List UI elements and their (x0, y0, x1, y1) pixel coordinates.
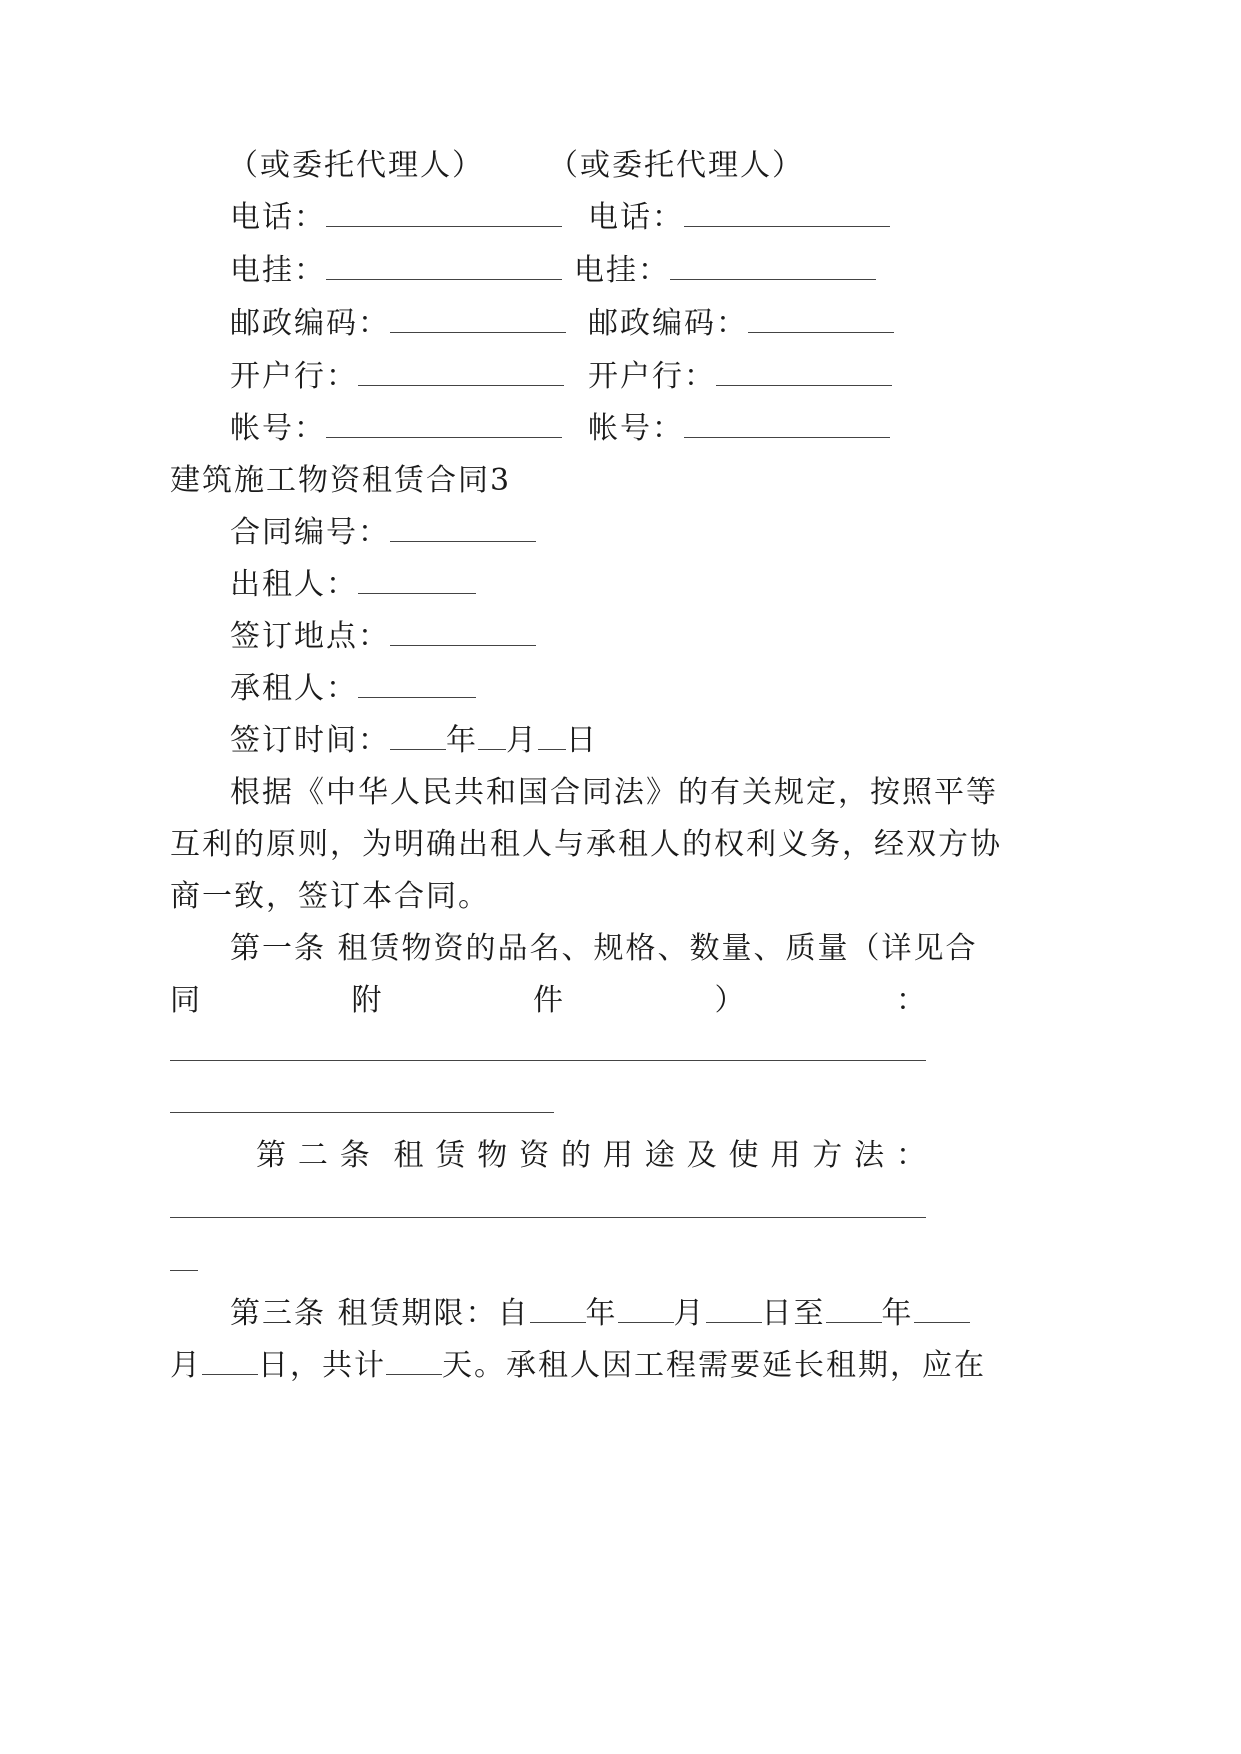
phone-label: 电话： (588, 200, 684, 235)
telex-row-left (230, 253, 562, 289)
article3-days-tail: 天。承租人因工程需要延长租期，应在 (442, 1348, 986, 1383)
article2-char: 法 (854, 1138, 885, 1173)
article3-month: 月 (673, 1296, 706, 1331)
lessee-blank[interactable] (358, 675, 476, 698)
phone-blank-right[interactable] (684, 204, 890, 227)
account-label: 帐号： (588, 411, 684, 446)
sign-day-blank[interactable] (538, 727, 566, 750)
article3-prefix: 第三条 租赁期限：自 (230, 1296, 530, 1331)
article2-char: 资 (519, 1138, 550, 1173)
article3-line-1 (230, 1296, 970, 1332)
year-label: 年 (446, 723, 478, 758)
phone-blank-left[interactable] (326, 204, 562, 227)
postcode-label: 邮政编码： (588, 306, 748, 341)
article1-fill-line-2[interactable] (170, 1112, 554, 1113)
preamble-line-3: 商一致，签订本合同。 (170, 879, 490, 914)
end-month-blank[interactable] (914, 1300, 970, 1323)
lessee-row (230, 671, 476, 707)
account-blank-right[interactable] (684, 415, 890, 438)
sign-month-blank[interactable] (478, 727, 506, 750)
postcode-label: 邮政编码： (230, 306, 390, 341)
article2-char: 物 (477, 1138, 508, 1173)
article2-spread-line (256, 1138, 926, 1174)
article3-day-total: 日，共计 (258, 1348, 386, 1383)
article3-day-to: 日至 (761, 1296, 826, 1331)
article2-char: 及 (686, 1138, 717, 1173)
preamble-line-1: 根据《中华人民共和国合同法》的有关规定，按照平等 (230, 775, 998, 810)
article3-month-2: 月 (170, 1348, 202, 1383)
lessor-label: 出租人： (230, 567, 358, 602)
account-blank-left[interactable] (326, 415, 562, 438)
contract-no-blank[interactable] (390, 519, 536, 542)
lessor-row (230, 567, 476, 603)
section-title: 建筑施工物资租赁合同3 (170, 463, 512, 498)
telex-row-right (574, 253, 876, 289)
lessee-label: 承租人： (230, 671, 358, 706)
end-day-blank[interactable] (202, 1352, 258, 1375)
bank-label: 开户行： (588, 359, 716, 394)
day-label: 日 (566, 723, 598, 758)
telex-label: 电挂： (574, 253, 670, 288)
start-day-blank[interactable] (706, 1300, 762, 1323)
article2-char: 使 (728, 1138, 759, 1173)
bank-row-right (588, 359, 892, 395)
article2-fill-line-2[interactable] (170, 1270, 198, 1271)
end-year-blank[interactable] (826, 1300, 882, 1323)
phone-row-right (588, 200, 890, 236)
sign-place-blank[interactable] (390, 623, 536, 646)
article1-char: 附 (351, 983, 382, 1018)
article3-year-2: 年 (881, 1296, 914, 1331)
sign-time-row (230, 723, 598, 759)
article2-char: 途 (644, 1138, 675, 1173)
account-row-right (588, 411, 890, 447)
postcode-blank-right[interactable] (748, 310, 894, 333)
article2-char: 赁 (435, 1138, 466, 1173)
preamble-line-2: 互利的原则，为明确出租人与承租人的权利义务，经双方协 (170, 827, 1002, 862)
article2-char: 第 (256, 1138, 286, 1173)
contract-no-label: 合同编号： (230, 515, 390, 550)
article2-char: 租 (393, 1138, 424, 1173)
bank-blank-right[interactable] (716, 363, 892, 386)
postcode-row-left (230, 306, 566, 342)
total-days-blank[interactable] (386, 1352, 442, 1375)
bank-blank-left[interactable] (358, 363, 564, 386)
telex-blank-right[interactable] (670, 257, 876, 280)
contract-no-row (230, 515, 536, 551)
article2-char: 的 (561, 1138, 591, 1173)
telex-blank-left[interactable] (326, 257, 562, 280)
account-label: 帐号： (230, 411, 326, 446)
bank-label: 开户行： (230, 359, 358, 394)
article3-year: 年 (585, 1296, 618, 1331)
article1-char: 件 (533, 983, 563, 1018)
article2-char: ： (896, 1138, 926, 1173)
article2-char: 条 (339, 1138, 370, 1173)
article3-line-2 (170, 1348, 986, 1384)
start-year-blank[interactable] (530, 1300, 586, 1323)
article1-fill-line-1[interactable] (170, 1060, 926, 1061)
agent-right: （或委托代理人） (548, 148, 804, 183)
bank-row-left (230, 359, 564, 395)
article2-char: 二 (297, 1138, 328, 1173)
telex-label: 电挂： (230, 253, 326, 288)
postcode-blank-left[interactable] (390, 310, 566, 333)
month-label: 月 (506, 723, 538, 758)
sign-time-label: 签订时间： (230, 723, 390, 758)
article2-char: 方 (812, 1138, 843, 1173)
account-row-left (230, 411, 562, 447)
article2-char: 用 (602, 1138, 633, 1173)
start-month-blank[interactable] (618, 1300, 674, 1323)
article2-fill-line-1[interactable] (170, 1217, 926, 1218)
article1-char: ： (896, 983, 926, 1018)
sign-place-label: 签订地点： (230, 619, 390, 654)
article2-char: 用 (770, 1138, 801, 1173)
agent-left: （或委托代理人） (228, 148, 484, 183)
phone-row-left (230, 200, 562, 236)
article1-char: 同 (170, 983, 200, 1018)
article1-spread-line (170, 983, 926, 1019)
postcode-row-right (588, 306, 894, 342)
sign-place-row (230, 619, 536, 655)
sign-year-blank[interactable] (390, 727, 446, 750)
lessor-blank[interactable] (358, 571, 476, 594)
article1-line-1: 第一条 租赁物资的品名、规格、数量、质量（详见合 (230, 931, 978, 966)
phone-label: 电话： (230, 200, 326, 235)
article1-char: ） (714, 983, 745, 1018)
